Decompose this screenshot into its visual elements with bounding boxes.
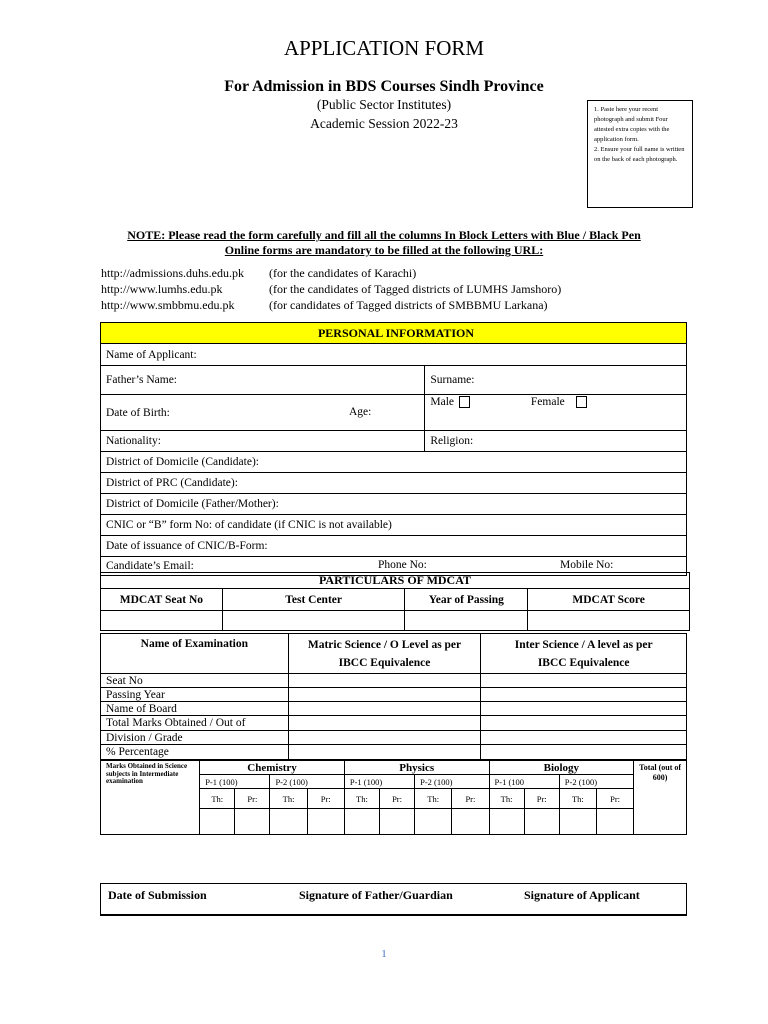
- academic-session: Academic Session 2022-23: [310, 116, 458, 131]
- theory-label: Th:: [559, 789, 596, 809]
- dob-field[interactable]: Date of Birth:: [106, 406, 170, 419]
- url-link[interactable]: http://www.smbbmu.edu.pk: [101, 298, 235, 312]
- mdcat-heading: PARTICULARS OF MDCAT: [101, 573, 690, 589]
- exam-row-label: % Percentage: [101, 745, 289, 760]
- marks-label-cell: [101, 809, 200, 835]
- personal-info-heading: PERSONAL INFORMATION: [101, 323, 687, 344]
- theory-label: Th:: [200, 789, 235, 809]
- practical-label: Pr:: [307, 789, 344, 809]
- mdcat-score-input[interactable]: [528, 611, 690, 631]
- marks-input[interactable]: [415, 809, 452, 835]
- url-row: [101, 266, 416, 281]
- marks-input[interactable]: [200, 809, 235, 835]
- marks-input[interactable]: [344, 809, 379, 835]
- exam-row-label: Passing Year: [101, 688, 289, 702]
- exam-inter-input[interactable]: [481, 731, 687, 745]
- gender-male-label: Male: [430, 396, 455, 408]
- paper-header: P-2 (100): [559, 775, 633, 789]
- religion-field[interactable]: Religion:: [425, 431, 687, 452]
- note-line-2: Online forms are mandatory to be filled at the following URL:: [224, 243, 544, 257]
- nationality-field[interactable]: Nationality:: [101, 431, 425, 452]
- domicile-field[interactable]: District of Domicile (Candidate):: [101, 452, 687, 473]
- cnic-field[interactable]: CNIC or “B” form No: of candidate (if CNIC is not available): [101, 515, 687, 536]
- theory-label: Th:: [344, 789, 379, 809]
- subject-physics: Physics: [344, 761, 489, 775]
- practical-label: Pr:: [524, 789, 559, 809]
- prc-field[interactable]: District of PRC (Candidate):: [101, 473, 687, 494]
- exam-inter-header: [481, 634, 687, 674]
- marks-input[interactable]: [270, 809, 307, 835]
- marks-label: Marks Obtained in Science subjects in Intermediate examination: [101, 761, 200, 809]
- age-field[interactable]: Age:: [349, 406, 372, 418]
- url-row: [101, 298, 548, 313]
- mdcat-seat-input[interactable]: [101, 611, 223, 631]
- theory-label: Th:: [415, 789, 452, 809]
- exam-matric-header-line1: Matric Science / O Level as per: [307, 638, 462, 651]
- url-desc: (for candidates of Tagged districts of SMBBMU Larkana): [269, 298, 548, 312]
- exam-matric-input[interactable]: [288, 731, 481, 745]
- surname-field[interactable]: Surname:: [425, 366, 687, 395]
- photo-instruction-2: 2. Ensure your full name is written on the back of each photograph.: [594, 146, 685, 164]
- marks-input[interactable]: [524, 809, 559, 835]
- marks-input[interactable]: [307, 809, 344, 835]
- date-of-submission-label[interactable]: Date of Submission: [108, 888, 207, 902]
- marks-input[interactable]: [596, 809, 633, 835]
- exam-row-label: Total Marks Obtained / Out of: [101, 716, 289, 731]
- url-desc: (for the candidates of Tagged districts of LUMHS Jamshoro): [269, 282, 562, 296]
- exam-matric-input[interactable]: [288, 745, 481, 760]
- cnic-date-field[interactable]: Date of issuance of CNIC/B-Form:: [101, 536, 687, 557]
- exam-inter-input[interactable]: [481, 745, 687, 760]
- page-number: 1: [381, 948, 387, 960]
- total-header: Total (out of 600): [634, 761, 687, 809]
- dob-age-cell: [101, 395, 425, 431]
- mdcat-center-header: Test Center: [222, 589, 405, 611]
- form-title: APPLICATION FORM: [283, 36, 485, 60]
- note-line-1: NOTE: Please read the form carefully and fill all the columns In Block Letters with Blue / Black Pen: [127, 228, 641, 242]
- form-subtitle: For Admission in BDS Courses Sindh Province: [224, 78, 544, 95]
- domicile-parent-field[interactable]: District of Domicile (Father/Mother):: [101, 494, 687, 515]
- marks-input[interactable]: [489, 809, 524, 835]
- exam-matric-header: [288, 634, 481, 674]
- personal-info-table: [100, 322, 687, 576]
- exam-inter-input[interactable]: [481, 674, 687, 688]
- applicant-signature-label[interactable]: Signature of Applicant: [524, 888, 640, 902]
- email-field[interactable]: Candidate’s Email:: [106, 560, 194, 572]
- exam-inter-input[interactable]: [481, 688, 687, 702]
- phone-field[interactable]: Phone No:: [378, 559, 427, 571]
- subject-biology: Biology: [489, 761, 634, 775]
- marks-input[interactable]: [379, 809, 414, 835]
- applicant-name-field[interactable]: Name of Applicant:: [101, 344, 687, 366]
- paper-header: P-2 (100): [415, 775, 489, 789]
- exam-matric-header-line2: IBCC Equivalence: [338, 656, 431, 669]
- paper-header: P-2 (100): [270, 775, 344, 789]
- photo-box[interactable]: [587, 100, 693, 208]
- father-name-field[interactable]: Father’s Name:: [101, 366, 425, 395]
- practical-label: Pr:: [596, 789, 633, 809]
- total-input[interactable]: [634, 809, 687, 835]
- url-row: [101, 282, 561, 297]
- exam-row-label: Division / Grade: [101, 731, 289, 745]
- marks-input[interactable]: [452, 809, 489, 835]
- exam-inter-header-line1: Inter Science / A level as per: [514, 638, 653, 651]
- practical-label: Pr:: [235, 789, 270, 809]
- exam-inter-header-line2: IBCC Equivalence: [537, 656, 630, 669]
- mdcat-year-header: Year of Passing: [405, 589, 528, 611]
- marks-input[interactable]: [559, 809, 596, 835]
- url-link[interactable]: http://admissions.duhs.edu.pk: [101, 266, 245, 280]
- mobile-field[interactable]: Mobile No:: [560, 559, 614, 571]
- photo-instruction-1: 1. Paste here your recent photograph and submit Four attested extra copies with the application form.: [594, 106, 670, 144]
- marks-table: [100, 760, 687, 835]
- gender-female-checkbox[interactable]: [576, 396, 587, 408]
- practical-label: Pr:: [452, 789, 489, 809]
- gender-female-label: Female: [530, 396, 565, 408]
- exam-row-label: Name of Board: [101, 702, 289, 716]
- exam-matric-input[interactable]: [288, 716, 481, 731]
- theory-label: Th:: [489, 789, 524, 809]
- exam-table: [100, 633, 687, 760]
- mdcat-score-header: MDCAT Score: [528, 589, 690, 611]
- subject-chemistry: Chemistry: [200, 761, 345, 775]
- exam-row-label: Seat No: [101, 674, 289, 688]
- father-signature-label[interactable]: Signature of Father/Guardian: [299, 888, 453, 902]
- marks-input[interactable]: [235, 809, 270, 835]
- gender-male-checkbox[interactable]: [459, 396, 470, 408]
- url-desc: (for the candidates of Karachi): [269, 266, 417, 280]
- exam-name-header: Name of Examination: [101, 634, 289, 674]
- paper-header: P-1 (100): [200, 775, 270, 789]
- institute-type: (Public Sector Institutes): [316, 97, 452, 112]
- mdcat-center-input[interactable]: [222, 611, 405, 631]
- paper-header: P-1 (100): [344, 775, 414, 789]
- exam-inter-input[interactable]: [481, 716, 687, 731]
- exam-matric-input[interactable]: [288, 688, 481, 702]
- theory-label: Th:: [270, 789, 307, 809]
- mdcat-table: [100, 572, 690, 631]
- practical-label: Pr:: [379, 789, 414, 809]
- mdcat-year-input[interactable]: [405, 611, 528, 631]
- signature-box: [100, 883, 687, 916]
- gender-cell: [425, 395, 687, 431]
- paper-header: P-1 (100: [489, 775, 559, 789]
- exam-inter-input[interactable]: [481, 702, 687, 716]
- exam-matric-input[interactable]: [288, 674, 481, 688]
- exam-matric-input[interactable]: [288, 702, 481, 716]
- mdcat-seat-header: MDCAT Seat No: [101, 589, 223, 611]
- url-link[interactable]: http://www.lumhs.edu.pk: [101, 282, 223, 296]
